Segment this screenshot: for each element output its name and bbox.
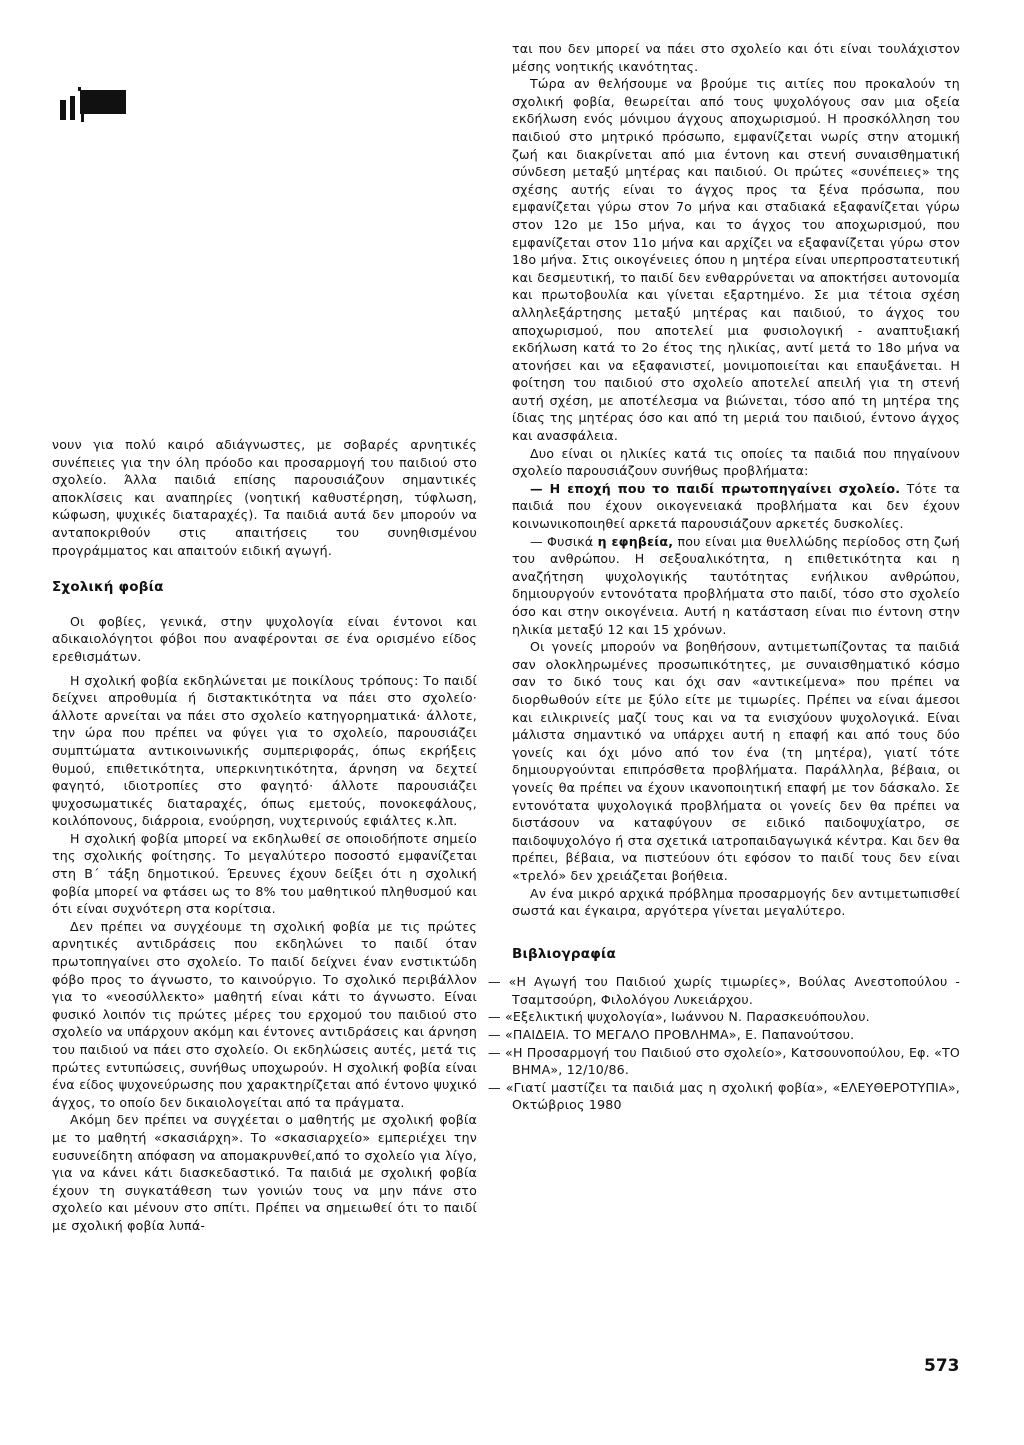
right-paragraph-4 xyxy=(512,480,960,533)
first-school-age-label: — Η εποχή που το παιδί πρωτοπηγαίνει σχολείο. xyxy=(530,480,901,496)
right-paragraph-7: Αν ένα μικρό αρχικά πρόβλημα προσαρμογής δεν αντιμετωπισθεί σωστά και έγκαιρα, αργότερα γίνεται μεγαλύτερο. xyxy=(512,885,960,919)
left-paragraph-3: Η σχολική φοβία εκδηλώνεται με ποικίλους τρόπους: Το παιδί δείχνει απροθυμία ή διστακτικότητα να πάει στο σχολείο· άλλοτε αρνείται να πάει στο σχολείο κατηγορηματικά· άλλοτε, την ώρα που πρέπει να φύγει για το σχολείο, παρουσιάζει συμπτώματα αντικοινωνικής συμπεριφοράς, όπως εκρήξεις θυμού, επιθετικότητα, υπερκινητικότητα, άρνηση να δεχτεί φαγητό, ιδιοτροπίες στο φαγητό· άλλοτε παρουσιάζει ψυχοσωματικές διαταραχές, όπως εμετούς, πονοκεφάλους, κοιλόπονους, διάρροια, ενούρηση, νυχτερινούς εφιάλτες κ.λπ. xyxy=(52,672,477,829)
left-paragraph-1: νουν για πολύ καιρό αδιάγνωστες, με σοβαρές αρνητικές συνέπειες για την όλη πρόοδο και προσαρμογή του παιδιού στο σχολείο. Άλλα παιδιά επίσης παρουσιάζουν σημαντικές αποκλίσεις και αναπηρίες (νοητική καθυστέρηση, τύφλωση, κώφωση, ψυχικές διαταραχές). Τα παιδιά αυτά δεν μπορούν να ανταποκριθούν στις απαιτήσεις του συνηθισμένου προγράμματος και απαιτούν ειδική αγωγή. xyxy=(52,437,477,558)
adolescence-dash: — Φυσικά xyxy=(530,533,598,549)
left-paragraph-4: Η σχολική φοβία μπορεί να εκδηλωθεί σε οποιοδήποτε σημείο της σχολικής φοίτησης. Το μεγαλύτερο ποσοστό εμφανίζεται στη Β΄ τάξη δημοτικού. Έρευνες έχουν δείξει ότι η σχολική φοβία μπορεί να φτάσει ως το 8% του μαθητικού πληθυσμού και ότι είναι συχνότερη στα κορίτσια. xyxy=(52,830,477,917)
right-paragraph-5 xyxy=(512,533,960,639)
right-paragraph-1: ται που δεν μπορεί να πάει στο σχολείο και ότι είναι τουλάχιστον μέσης νοητικής ικανότητας. xyxy=(512,41,960,74)
left-column xyxy=(52,436,477,1235)
left-paragraph-5: Δεν πρέπει να συγχέουμε τη σχολική φοβία με τις πρώτες αρνητικές αντιδράσεις που εκδηλώνει το παιδί όταν πρωτοπηγαίνει στο σχολείο. Το παιδί δείχνει έναν ενστικτώδη φόβο προς το άγνωστο, το καινούργιο. Το σχολικό περιβάλλον για το «νεοσύλλεκτο» μαθητή είναι κάτι το άγνωστο. Είναι φυσικό λοιπόν τις πρώτες μέρες του ερχομού του παιδιού στο σχολείο να υπάρχουν ακόμη και έντονες αντιδράσεις και άρνηση του παιδιού να πάει στο σχολείο. Οι εκδηλώσεις αυτές, μετά τις πρώτες εντυπώσεις, συνήθως υποχωρούν. Η σχολική φοβία είναι ένα είδος ψυχονεύρωσης που χαρακτηρίζεται από έντονο ψυχικό άγχος, το οποίο δεν δικαιολογείται από τα πράγματα. xyxy=(52,918,477,1110)
bibliography-item: — «Γιατί μαστίζει τα παιδιά μας η σχολική φοβία», «ΕΛΕΥΘΕΡΟΤΥΠΙΑ», Οκτώβριος 1980 xyxy=(488,1079,960,1113)
left-paragraph-2: Οι φοβίες, γενικά, στην ψυχολογία είναι έντονοι και αδικαιολόγητοι φόβοι που αναφέρονται σε ένα ορισμένο είδος ερεθισμάτων. xyxy=(52,613,477,664)
adolescence-text: που είναι μια θυελλώδης περίοδος στη ζωή του ανθρώπου. Η σεξουαλικότητα, η επιθετικότητα και η αναζήτηση ψυχολογικής ταυτότητας ενήλικου ανθρώπου, δημιουργούν εντονότατα προβλήματα στο παιδί, τόσο στο σχολείο όσο και στην οικογένεια. Αυτή η κατάσταση είναι πιο έντονη στην ηλικία μεταξύ 12 και 15 χρόνων. xyxy=(512,533,960,637)
publisher-logo-icon xyxy=(58,84,138,124)
right-paragraph-3: Δυο είναι οι ηλικίες κατά τις οποίες τα παιδιά που πηγαίνουν σχολείο παρουσιάζουν συνήθως προβλήματα: xyxy=(512,445,960,479)
bibliography-item: — «Η Προσαρμογή του Παιδιού στο σχολείο», Κατσουνοπούλου, Εφ. «ΤΟ ΒΗΜΑ», 12/10/86. xyxy=(488,1044,960,1078)
bibliography-item: — «ΠΑΙΔΕΙΑ. ΤΟ ΜΕΓΑΛΟ ΠΡΟΒΛΗΜΑ», Ε. Παπανούτσου. xyxy=(488,1027,855,1043)
right-column xyxy=(488,40,960,1114)
right-paragraph-2: Τώρα αν θελήσουμε να βρούμε τις αιτίες που προκαλούν τη σχολική φοβία, θεωρείται από τους ψυχολόγους σαν μια οξεία εκδήλωση ενός μόνιμου άγχους αποχωρισμού. Η προσκόλληση του παιδιού στο μητρικό πρόσωπο, εμφανίζεται νωρίς στην ατομική ζωή και διακρίνεται από μια έντονη και στενή συναισθηματική σύνδεση μεταξύ μητέρας και παιδιού. Οι πρώτες «συνέπειες» της σχέσης αυτής είναι το άγχος προς τα ξένα πρόσωπα, που εμφανίζεται γύρω στον 7ο μήνα και σταδιακά εξαφανίζεται γύρω στον 12ο με 15ο μήνα, και το άγχος του αποχωρισμού, που εμφανίζεται στον 11ο μήνα και αρχίζει να εξαφανίζεται γύρω στον 18ο μήνα. Στις οικογένειες όπου η μητέρα είναι υπερπροστατευτική και δεσμευτική, το παιδί δεν ενθαρρύνεται να αποκτήσει αυτονομία και πρωτοβουλία και γίνεται εξαρτημένο. Σε μια τέτοια σχέση αλληλεξάρτησης μεταξύ μητέρας και παιδιού, το άγχος του αποχωρισμού, που αποτελεί μια φυσιολογική - αναπτυξιακή εκδήλωση κατά το 2ο έτος της ηλικίας, αντί μετά το 18ο μήνα να ατονήσει και να εξαφανιστεί, μονιμοποιείται και επαυξάνεται. Η φοίτηση του παιδιού στο σχολείο αποτελεί απειλή για τη στενή αυτή σχέση, με αποτέλεσμα να βιώνεται, τόσο από τη μητέρα της ίδιας της μητέρας όσο και από τη μεριά του παιδιού, έντονο άγχος και ανασφάλεια. xyxy=(512,76,960,444)
adolescence-label: η εφηβεία, xyxy=(597,533,674,549)
page-number: 573 xyxy=(924,1356,960,1376)
right-paragraph-6: Οι γονείς μπορούν να βοηθήσουν, αντιμετωπίζοντας τα παιδιά σαν ολοκληρωμένες προσωπικότητες, με συναισθηματικό κόσμο σαν το δικό τους και όχι σαν «αντικείμενα» που πρέπει να διορθωθούν είτε με ξύλο είτε με τιμωρίες. Πρέπει να είναι άμεσοι και ειλικρινείς μαζί τους και να τα ενισχύουν ψυχολογικά. Είναι μάλιστα σημαντικό να υπάρχει αυτή η επαφή και από τους δύο γονείς και όχι μόνο από τον ένα (τη μητέρα), γιατί τότε δημιουργούνται επιπρόσθετα προβλήματα. Παράλληλα, βέβαια, οι γονείς θα πρέπει να έχουν ικανοποιητική επαφή με τον δάσκαλο. Σε εντονότατα ψυχολογικά προβλήματα οι γονείς δεν θα πρέπει να διστάσουν να καταφύγουν σε ειδικό παιδοψυχίατρο, σε παιδοψυχολόγο ή στα σχετικά ιατροπαιδαγωγικά κέντρα. Και δεν θα πρέπει, βέβαια, να πιστεύουν ότι εφόσον το παιδί τους δεν είναι «τρελό» δεν χρειάζεται βοήθεια. xyxy=(512,639,960,883)
bibliography-item: — «Η Αγωγή του Παιδιού χωρίς τιμωρίες», Βούλας Ανεστοπούλου - Τσαμτσούρη, Φιλολόγου Λυκειάρχου. xyxy=(488,974,960,1007)
first-school-age-text: Τότε τα παιδιά που έχουν οικογενειακά προβλήματα και δεν έχουν κοινωνικοποιηθεί αρκετά παρουσιάζουν αρκετές δυσκολίες. xyxy=(512,480,960,532)
bibliography-item: — «Εξελικτική ψυχολογία», Ιωάννου Ν. Παρασκευόπουλου. xyxy=(488,1009,870,1025)
section-heading-school-phobia: Σχολική φοβία xyxy=(52,579,164,596)
bibliography-list xyxy=(488,973,960,1114)
left-paragraph-6: Ακόμη δεν πρέπει να συγχέεται ο μαθητής με σχολική φοβία με το μαθητή «σκασιάρχη». Το «σκασιαρχείο» εμπεριέχει την ευσυνείδητη απόφαση να απομακρυνθεί,από το σχολείο για λίγο, για να κάνει κάτι διασκεδαστικό. Τα παιδιά με σχολική φοβία έχουν τη συγκατάθεση των γονιών τους να μην πάνε στο σχολείο και μένουν στο σπίτι. Πρέπει να σημειωθεί ότι το παιδί με σχολική φοβία λυπά- xyxy=(52,1112,477,1233)
bibliography-heading: Βιβλιογραφία xyxy=(512,945,616,962)
